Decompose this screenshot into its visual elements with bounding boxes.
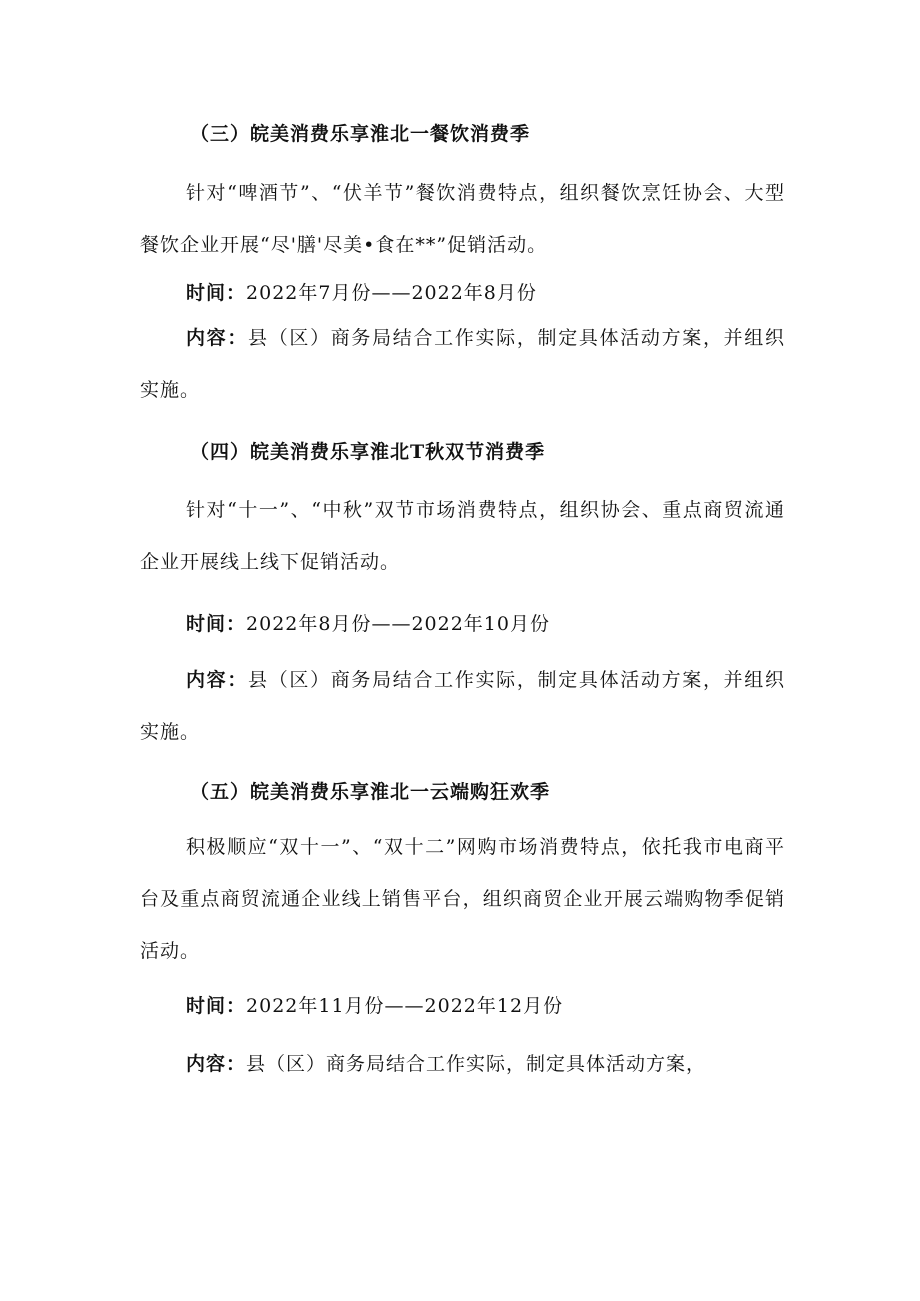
time-value: 2022年7月份——2022年8月份 <box>246 282 537 304</box>
content-value: 县（区）商务局结合工作实际，制定具体活动方案，并组织实施。 <box>140 669 785 743</box>
content-label: 内容： <box>186 669 249 691</box>
time-line <box>186 991 563 1018</box>
content-label: 内容： <box>186 1053 247 1075</box>
time-label: 时间： <box>186 613 247 635</box>
time-value: 2022年8月份——2022年10月份 <box>246 613 550 635</box>
content-paragraph <box>140 312 785 416</box>
time-line <box>186 278 537 305</box>
section-heading: （四）皖美消费乐享淮北T秋双节消费季 <box>190 441 546 463</box>
content-value: 县（区）商务局结合工作实际，制定具体活动方案，并组织实施。 <box>140 327 785 401</box>
content-value: 县（区）商务局结合工作实际，制定具体活动方案， <box>246 1053 707 1075</box>
time-label: 时间： <box>186 282 247 304</box>
section-body: 针对“啤酒节”、“伏羊节”餐饮消费特点，组织餐饮烹饪协会、大型餐饮企业开展“尽'膳'尽美•食在**”促销活动。 <box>140 182 785 256</box>
time-value: 2022年11月份——2022年12月份 <box>246 995 564 1017</box>
section-heading: （三）皖美消费乐享淮北一餐饮消费季 <box>190 123 531 145</box>
section-body: 积极顺应“双十一”、“双十二”网购市场消费特点，依托我市电商平台及重点商贸流通企业线上销售平台，组织商贸企业开展云端购物季促销活动。 <box>140 836 785 962</box>
content-paragraph <box>140 654 785 758</box>
time-line <box>186 609 550 636</box>
section-body: 针对“十一”、“中秋”双节市场消费特点，组织协会、重点商贸流通企业开展线上线下促销活动。 <box>140 499 785 573</box>
time-label: 时间： <box>186 995 247 1017</box>
section-heading: （五）皖美消费乐享淮北一云端购狂欢季 <box>190 781 551 803</box>
content-label: 内容： <box>186 327 249 349</box>
content-paragraph <box>140 1038 785 1090</box>
